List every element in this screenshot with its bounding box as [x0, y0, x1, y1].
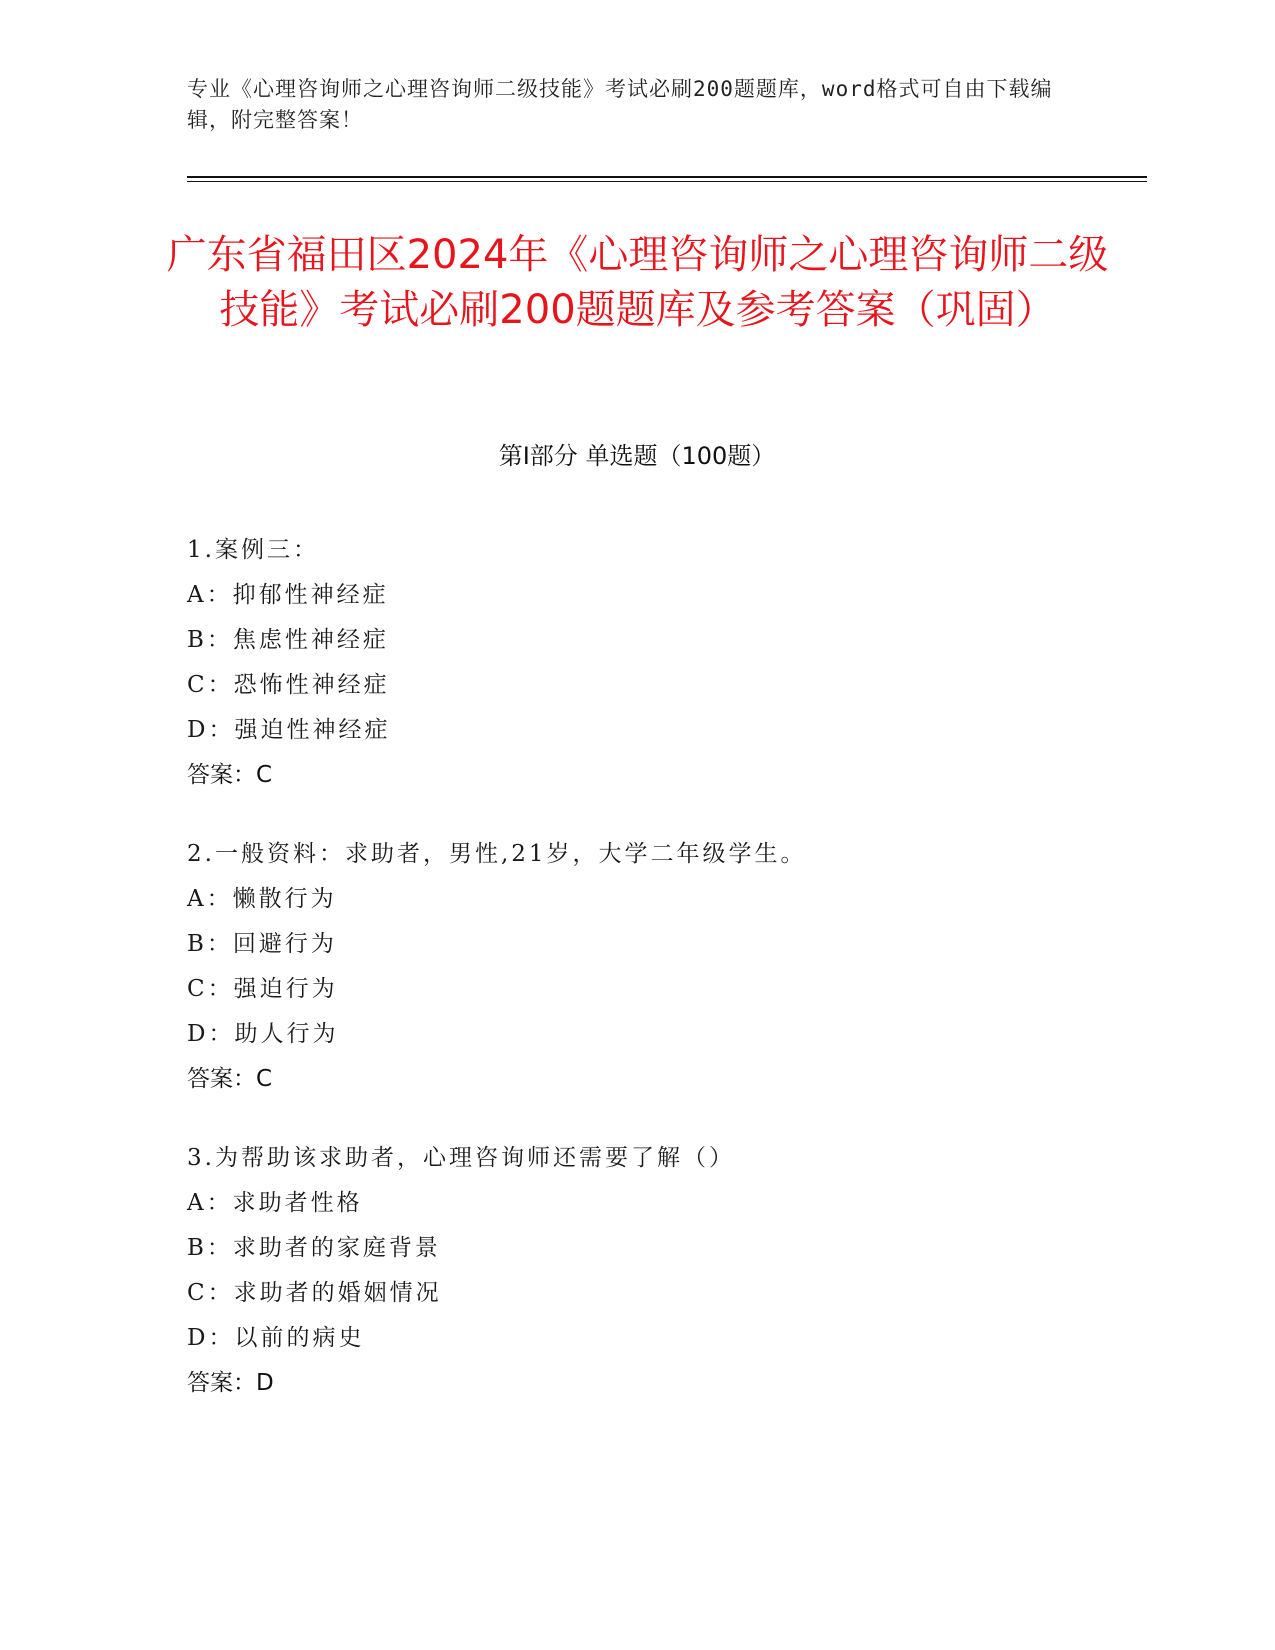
section-title: 第Ⅰ部分 单选题（100题）	[498, 442, 776, 470]
option-c: C：求助者的婚姻情况	[187, 1280, 442, 1306]
header-divider-thick	[187, 176, 1147, 178]
question-3	[187, 1136, 1087, 1406]
option-a: A：求助者性格	[187, 1190, 363, 1216]
option-a: A：懒散行为	[187, 886, 337, 912]
option-d: D：助人行为	[187, 1021, 339, 1047]
option-d: D：强迫性神经症	[187, 717, 391, 743]
header-note: 专业《心理咨询师之心理咨询师二级技能》考试必刷200题题库，word格式可自由下载编辑，附完整答案！	[187, 77, 1053, 132]
answer: 答案：D	[187, 1370, 274, 1396]
header-divider-thin	[187, 181, 1147, 182]
option-c: C：恐怖性神经症	[187, 672, 390, 698]
option-b: B：求助者的家庭背景	[187, 1235, 441, 1261]
question-stem: 2.一般资料：求助者，男性,21岁，大学二年级学生。	[187, 841, 807, 867]
question-stem: 3.为帮助该求助者，心理咨询师还需要了解（）	[187, 1145, 735, 1171]
question-1	[187, 528, 1087, 798]
question-2	[187, 832, 1087, 1102]
option-d: D：以前的病史	[187, 1325, 365, 1351]
question-list	[187, 528, 1087, 1440]
question-stem: 1.案例三：	[187, 537, 319, 563]
answer: 答案：C	[187, 1066, 273, 1092]
option-c: C：强迫行为	[187, 976, 338, 1002]
document-title: 广东省福田区2024年《心理咨询师之心理咨询师二级技能》考试必刷200题题库及参考答案（巩固）	[166, 232, 1109, 333]
option-a: A：抑郁性神经症	[187, 582, 389, 608]
option-b: B：回避行为	[187, 931, 337, 957]
option-b: B：焦虑性神经症	[187, 627, 389, 653]
answer: 答案：C	[187, 762, 273, 788]
